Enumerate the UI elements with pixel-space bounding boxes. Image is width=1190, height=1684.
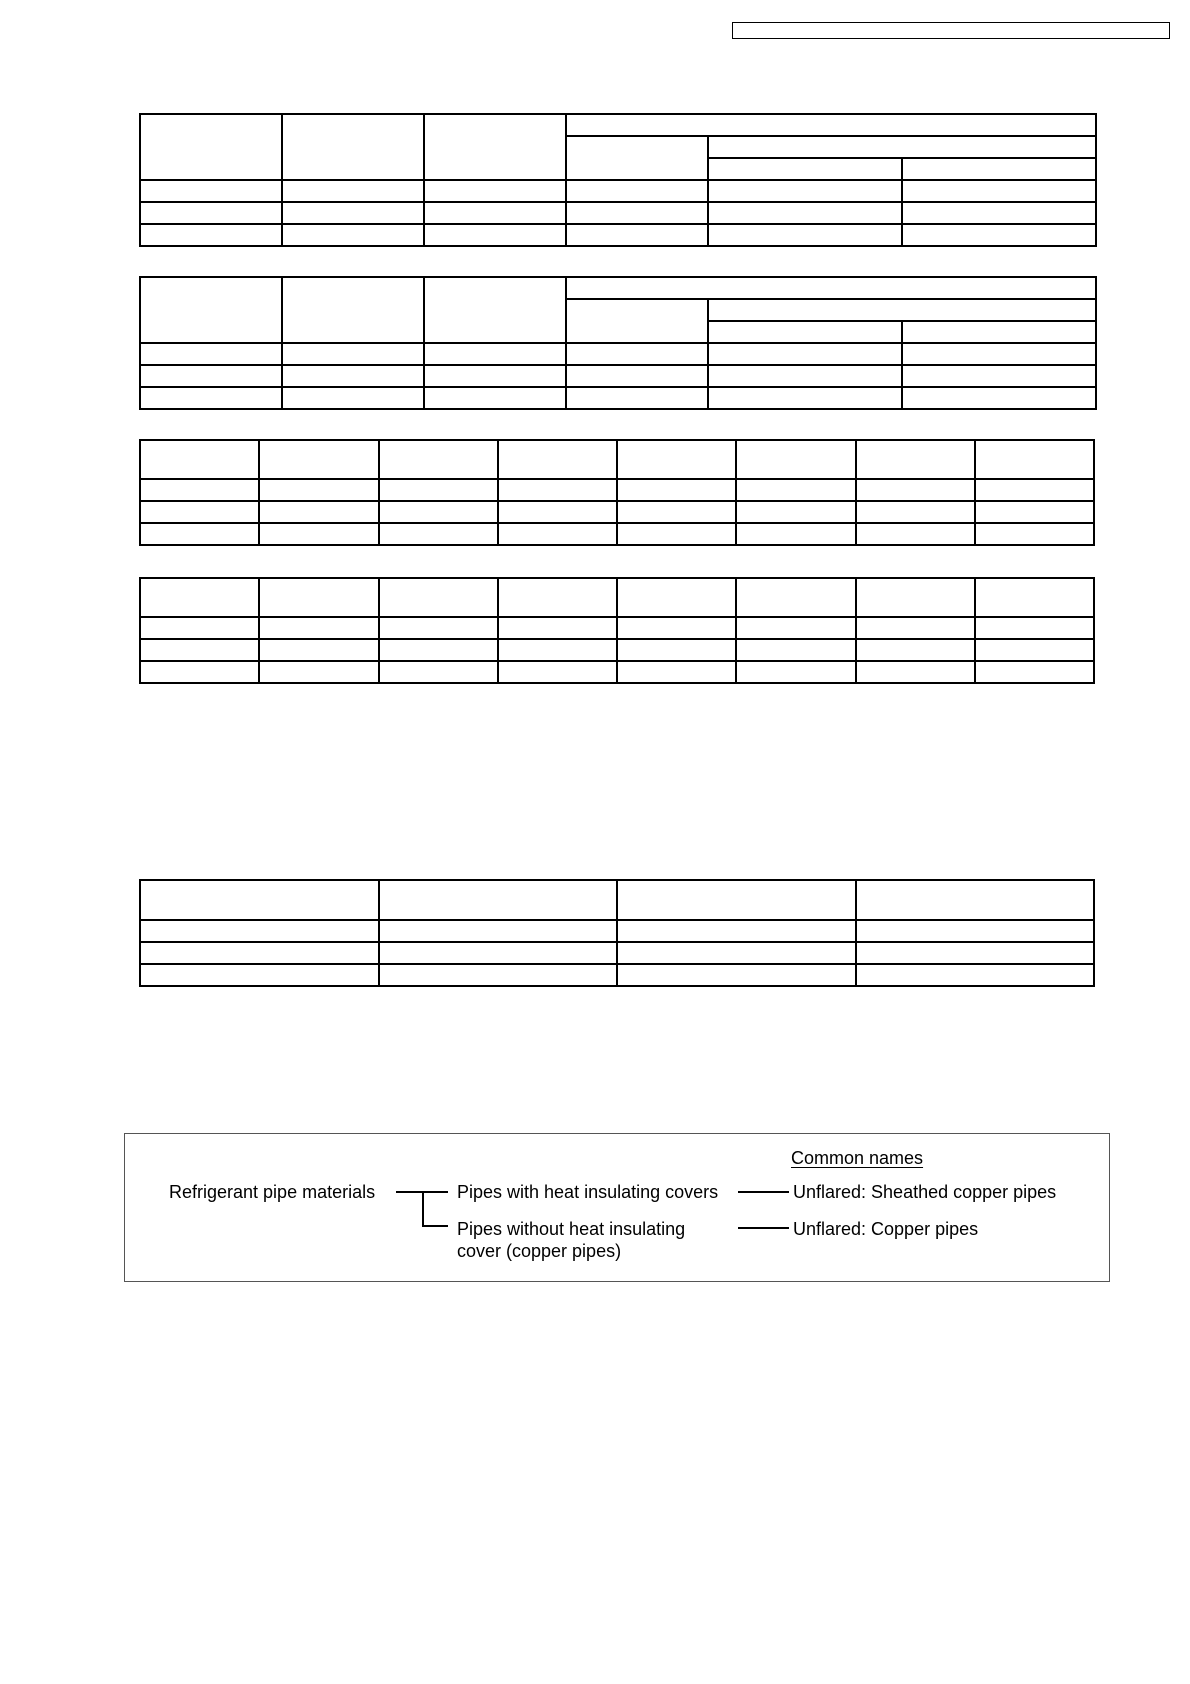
branch-without-insulation: Pipes without heat insulating cover (copper pipes): [457, 1219, 686, 1261]
spec-table-4: [139, 577, 1095, 684]
common-names-heading: Common names: [791, 1148, 924, 1168]
spec-table-1: [139, 113, 1097, 247]
spec-table-5: [139, 879, 1095, 987]
spec-table-3: [139, 439, 1095, 546]
root-label: Refrigerant pipe materials: [169, 1182, 376, 1202]
common-name-copper: Unflared: Copper pipes: [793, 1219, 979, 1239]
branch-with-insulation: Pipes with heat insulating covers: [457, 1182, 719, 1202]
spec-table-2: [139, 276, 1097, 410]
connector-bracket-vertical: [422, 1191, 424, 1227]
common-name-sheathed: Unflared: Sheathed copper pipes: [793, 1182, 1057, 1202]
refrigerant-pipe-materials-diagram: [124, 1133, 1110, 1282]
connector-name-a: [738, 1191, 789, 1193]
connector-bracket-lower: [422, 1225, 448, 1227]
connector-name-b: [738, 1227, 789, 1229]
header-reference-box: [732, 22, 1170, 39]
